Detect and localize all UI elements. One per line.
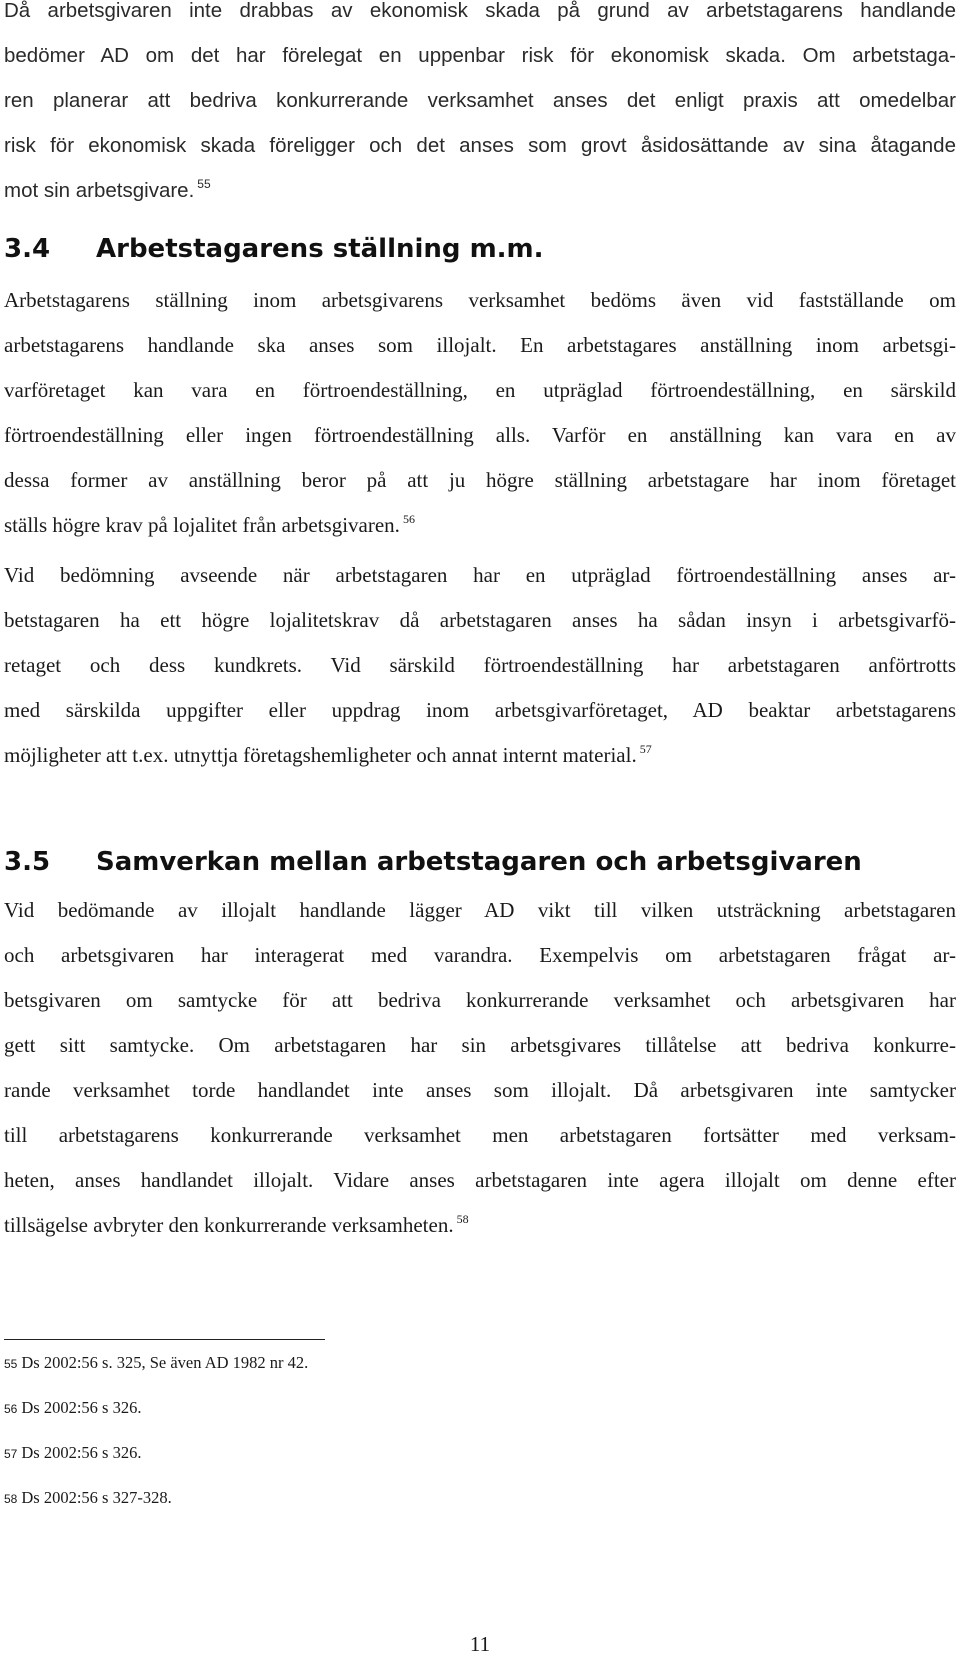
text-line: förtroendeställning eller ingen förtroendeställning alls. Varför en anställning kan vara en av xyxy=(4,423,956,447)
footnote-57 xyxy=(4,1443,141,1463)
footnote-number: 58 xyxy=(4,1492,18,1506)
section-3-4-paragraph-1 xyxy=(4,278,956,548)
text-line: och arbetsgivaren har interagerat med varandra. Exempelvis om arbetstagaren frågat ar- xyxy=(4,943,956,967)
footnote-reference: 55 xyxy=(197,177,211,191)
text-line xyxy=(4,168,956,213)
section-number: 3.4 xyxy=(4,234,51,264)
text-line: arbetstagarens handlande ska anses som illojalt. En arbetstagares anställning inom arbetsgi- xyxy=(4,333,956,357)
text-line-content: ställs högre krav på lojalitet från arbetsgivaren. xyxy=(4,513,400,537)
footnote-text: Ds 2002:56 s 326. xyxy=(21,1443,142,1462)
footnote-55 xyxy=(4,1353,308,1373)
section-3-4-paragraph-2 xyxy=(4,553,956,778)
section-title: Samverkan mellan arbetstagaren och arbetsgivaren xyxy=(96,847,862,877)
footnote-number: 56 xyxy=(4,1402,18,1416)
text-line: dessa former av anställning beror på att ju högre ställning arbetstagare har inom företaget xyxy=(4,468,956,492)
text-line: betsgivaren om samtycke för att bedriva konkurrerande verksamhet och arbetsgivaren har xyxy=(4,988,956,1012)
footnote-58 xyxy=(4,1488,172,1508)
text-line: gett sitt samtycke. Om arbetstagaren har sin arbetsgivares tillåtelse att bedriva konkurre- xyxy=(4,1033,956,1057)
text-line-content: mot sin arbetsgivare. xyxy=(4,179,195,202)
intro-paragraph xyxy=(4,0,956,213)
text-line: bedömer AD om det har förelegat en uppenbar risk för ekonomisk skada. Om arbetstaga- xyxy=(4,44,956,67)
footnote-reference: 57 xyxy=(639,742,652,756)
text-line-content: möjligheter att t.ex. utnyttja företagshemligheter och annat internt material. xyxy=(4,743,637,767)
footnote-56 xyxy=(4,1398,141,1418)
text-line-content: tillsägelse avbryter den konkurrerande verksamheten. xyxy=(4,1213,454,1237)
text-line: betstagaren ha ett högre lojalitetskrav då arbetstagaren anses ha sådan insyn i arbetsgivarfö- xyxy=(4,608,956,632)
text-line xyxy=(4,503,956,548)
text-line xyxy=(4,1203,956,1248)
text-line xyxy=(4,733,956,778)
footnote-text: Ds 2002:56 s 326. xyxy=(21,1398,142,1417)
footnote-text: Ds 2002:56 s. 325, Se även AD 1982 nr 42. xyxy=(21,1353,309,1372)
footnote-number: 57 xyxy=(4,1447,18,1461)
footnote-text: Ds 2002:56 s 327-328. xyxy=(21,1488,172,1507)
text-line: Arbetstagarens ställning inom arbetsgivarens verksamhet bedöms även vid fastställande om xyxy=(4,288,956,312)
text-line: varföretaget kan vara en förtroendeställning, en utpräglad förtroendeställning, en särskild xyxy=(4,378,956,402)
footnote-separator xyxy=(4,1339,325,1340)
section-heading-3-4 xyxy=(4,234,544,264)
text-line: Vid bedömning avseende när arbetstagaren har en utpräglad förtroendeställning anses ar- xyxy=(4,563,956,587)
footnote-reference: 58 xyxy=(456,1212,469,1226)
text-line: risk för ekonomisk skada föreligger och det anses som grovt åsidosättande av sina åtagande xyxy=(4,134,956,157)
footnote-number: 55 xyxy=(4,1357,18,1371)
page-number: 11 xyxy=(469,1632,491,1656)
text-line: till arbetstagarens konkurrerande verksamhet men arbetstagaren fortsätter med verksam- xyxy=(4,1123,956,1147)
text-line: med särskilda uppgifter eller uppdrag inom arbetsgivarföretaget, AD beaktar arbetstagarens xyxy=(4,698,956,722)
text-line: Vid bedömande av illojalt handlande lägger AD vikt till vilken utsträckning arbetstagaren xyxy=(4,898,956,922)
section-number: 3.5 xyxy=(4,847,51,877)
text-line: Då arbetsgivaren inte drabbas av ekonomisk skada på grund av arbetstagarens handlande xyxy=(4,0,956,22)
text-line: ren planerar att bedriva konkurrerande verksamhet anses det enligt praxis att omedelbar xyxy=(4,89,956,112)
text-line: heten, anses handlandet illojalt. Vidare anses arbetstagaren inte agera illojalt om denne efter xyxy=(4,1168,956,1192)
section-heading-3-5 xyxy=(4,847,862,877)
text-line: retaget och dess kundkrets. Vid särskild förtroendeställning har arbetstagaren anförtrotts xyxy=(4,653,956,677)
section-title: Arbetstagarens ställning m.m. xyxy=(96,234,544,264)
footnote-reference: 56 xyxy=(402,512,415,526)
text-line: rande verksamhet torde handlandet inte anses som illojalt. Då arbetsgivaren inte samtycker xyxy=(4,1078,956,1102)
section-3-5-paragraph-1 xyxy=(4,888,956,1248)
